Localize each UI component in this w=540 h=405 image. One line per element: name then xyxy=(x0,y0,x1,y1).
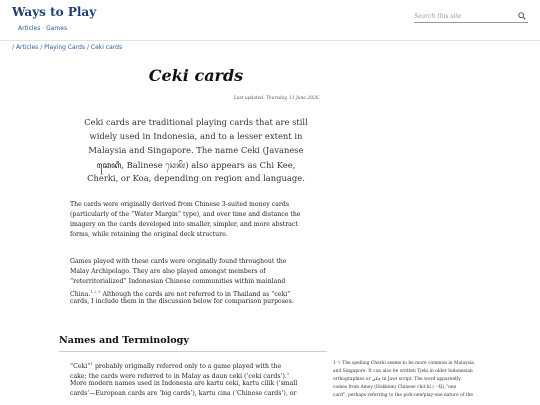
paragraph-line: Malay Archipelago. They are also played amongst members of xyxy=(70,268,266,275)
search-box xyxy=(414,11,528,23)
page-title: Ceki cards xyxy=(148,66,244,85)
paragraph-line: cards’—European cards are ‘big cards’), kartu cina (‘Chinese cards’), or xyxy=(70,390,297,397)
sidenote-line: and Singapore. It can also be written Tjeki in older Indonesian xyxy=(333,369,473,374)
paragraph-line: “reterritorialized” Indonesian Chinese communities within mainland xyxy=(70,278,286,285)
footnote-ref[interactable]: 1 xyxy=(90,361,93,366)
paragraph-text: Although the cards are not referred to in Thailand as “ceki” xyxy=(100,291,291,299)
paragraph-line: The cards were originally derived from Chinese 3-suited money cards xyxy=(70,201,289,208)
breadcrumb-separator: / xyxy=(85,44,91,51)
lead-line: widely used in Indonesia, and to a lesser extent in xyxy=(89,131,303,141)
breadcrumb-playing-cards[interactable]: Playing Cards xyxy=(44,44,86,51)
footnote-ref[interactable]: 1 2 3 xyxy=(90,289,101,294)
lead-line: ꦕꦺꦏꦶ, Balinese ᬘᬾᬓᬶ) also appears as Chi Kee, xyxy=(96,160,296,170)
paragraph-text: probably originally referred only to a game played with the xyxy=(93,363,282,371)
nav-articles-link[interactable]: Articles xyxy=(18,25,41,32)
sidenote-text: “one xyxy=(445,385,457,390)
breadcrumb xyxy=(12,44,122,51)
breadcrumb-separator: / xyxy=(38,44,45,51)
lead-line: Malaysia and Singapore. The name Ceki (Javanese xyxy=(88,145,304,155)
footnote-ref[interactable]: 2 xyxy=(286,371,290,376)
sidenote-line: 1 ↑ The spelling Cherki seems to be more common in Malaysia xyxy=(333,361,474,366)
nav-games-link[interactable]: Games xyxy=(46,25,68,32)
lead-line: Ceki cards are traditional playing cards that are still xyxy=(84,117,308,127)
breadcrumb-articles[interactable]: Articles xyxy=(15,44,39,51)
sidenote-text: comes from Amoy (Hokkien) Chinese chit ki (一枝), xyxy=(333,385,446,390)
last-updated: Last updated: Thursday, 11 June 2026. xyxy=(233,96,320,101)
paragraph-line: (particularly of the “Water Margin” type), and over time and distance the xyxy=(70,211,301,218)
sidenote-text: The word apparently xyxy=(412,377,461,382)
sidenote-line: card”, perhaps referring to the pick-one/play-one nature of the xyxy=(333,393,473,398)
section-heading: Names and Terminology xyxy=(59,335,189,346)
paragraph-line: More modern names used in Indonesia are kartu ceki, kartu cilik (‘small xyxy=(70,380,298,387)
section-divider xyxy=(59,351,327,352)
lead-line: Cherki, or Koa, depending on region and language. xyxy=(87,173,305,183)
search-input[interactable] xyxy=(414,11,514,22)
top-nav xyxy=(18,25,67,32)
paragraph-line: imagery on the cards developed into smaller, simpler, and more abstract xyxy=(70,221,298,228)
site-title[interactable]: Ways to Play xyxy=(12,5,97,19)
sidenote-line xyxy=(333,384,509,392)
sidenote-line xyxy=(333,376,509,384)
breadcrumb-lead: / xyxy=(12,44,16,51)
paragraph-line: Games played with these cards were originally found throughout the xyxy=(70,258,287,265)
paragraph-text: China. xyxy=(70,291,91,299)
paragraph-text: cake; the cards were referred to in Malay as daun ceki (‘ceki cards’). xyxy=(70,373,287,381)
breadcrumb-current[interactable]: Ceki cards xyxy=(90,44,123,51)
paragraph-text: “Ceki” xyxy=(70,363,91,371)
sidenote-text: orthographies or چکي in Jawi script. xyxy=(333,377,413,382)
paragraph-line: forms, while retaining the original deck structure. xyxy=(70,231,228,238)
nav-separator: · xyxy=(40,25,47,32)
search-icon[interactable] xyxy=(518,12,526,20)
site-header xyxy=(0,0,540,41)
paragraph-line: cards, I include them in the discussion below for comparison purposes. xyxy=(70,298,294,305)
